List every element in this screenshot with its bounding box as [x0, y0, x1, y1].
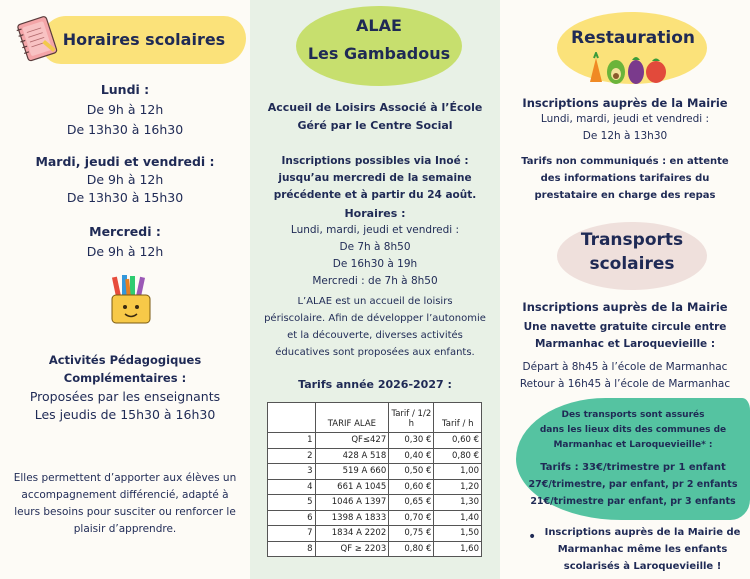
mercredi-hours: De 9h à 12h	[86, 244, 164, 259]
tarifs-row	[268, 464, 482, 480]
header-cell-half-hour: Tarif / 1/2 h	[389, 403, 434, 433]
transports-title-line-1: Transports	[580, 230, 684, 250]
row-hour-cell: 1,00	[434, 464, 482, 480]
note-2: Marmanhac même les enfants	[557, 544, 728, 555]
inscriptions-3: précédente et à partir du 24 août.	[273, 189, 477, 201]
resto-tarifs-3: prestataire en charge des repas	[534, 190, 716, 201]
row-half-hour-cell: 0,75 €	[389, 526, 434, 542]
retour-text: Retour à 16h45 à l’école de Marmanhac	[519, 378, 731, 390]
inscriptions-1: Inscriptions possibles via Inoé :	[281, 155, 469, 167]
row-hour-cell: 1,60	[434, 541, 482, 557]
row-index-cell: 3	[268, 464, 316, 480]
horaires-title: Horaires scolaires	[62, 30, 226, 49]
row-hour-cell: 1,20	[434, 479, 482, 495]
tarifs-row	[268, 479, 482, 495]
alae-desc-3: et la découverte, diverses activités	[287, 330, 463, 341]
pencil-cup-icon	[108, 275, 154, 325]
box-text-1: Des transports sont assurés	[561, 410, 705, 420]
header-cell-tarif-alae: TARIF ALAE	[315, 403, 389, 433]
lundi-hours-1: De 9h à 12h	[86, 102, 164, 117]
alae-desc-2: périscolaire. Afin de développer l’autonomie	[264, 313, 486, 324]
row-qf-cell: 428 A 518	[315, 448, 389, 464]
row-half-hour-cell: 0,65 €	[389, 495, 434, 511]
header-cell-hour: Tarif / h	[434, 403, 482, 433]
inscriptions-2: jusqu’au mercredi de la semaine	[278, 172, 472, 184]
alae-horaires-1: Lundi, mardi, jeudi et vendredi :	[290, 224, 460, 236]
alae-title-line-1: ALAE	[356, 16, 402, 35]
tarifs-row	[268, 433, 482, 449]
depart-text: Départ à 8h45 à l’école de Marmanhac	[522, 361, 728, 373]
row-hour-cell: 1,30	[434, 495, 482, 511]
mjv-hours-2: De 13h30 à 15h30	[66, 190, 184, 205]
alae-subtitle-1: Accueil de Loisirs Associé à l’École	[267, 101, 483, 114]
transports-title	[557, 228, 707, 276]
row-qf-cell: 661 A 1045	[315, 479, 389, 495]
row-half-hour-cell: 0,40 €	[389, 448, 434, 464]
alae-title-line-2: Les Gambadous	[307, 44, 451, 63]
row-qf-cell: 1834 A 2202	[315, 526, 389, 542]
row-qf-cell: 519 A 660	[315, 464, 389, 480]
mjv-label: Mardi, jeudi et vendredi :	[35, 154, 215, 169]
vegetables-icon	[584, 52, 674, 86]
apc-text-3: leurs besoins pour susciter ou renforcer le	[14, 506, 236, 518]
alae-horaires-4: Mercredi : de 7h à 8h50	[312, 275, 438, 287]
resto-tarifs-1: Tarifs non communiqués : en attente	[521, 156, 729, 167]
tarifs-row	[268, 526, 482, 542]
row-hour-cell: 1,50	[434, 526, 482, 542]
row-hour-cell: 0,80 €	[434, 448, 482, 464]
lundi-hours-2: De 13h30 à 16h30	[66, 122, 184, 137]
alae-title	[296, 12, 462, 68]
lundi-label: Lundi :	[100, 82, 150, 97]
apc-text-1: Elles permettent d’apporter aux élèves un	[13, 472, 237, 484]
tarifs-row	[268, 495, 482, 511]
tarifs-table	[267, 402, 482, 557]
mjv-hours-1: De 9h à 12h	[86, 172, 164, 187]
alae-horaires-2: De 7h à 8h50	[339, 241, 411, 253]
row-index-cell: 5	[268, 495, 316, 511]
activites-title-1: Activités Pédagogiques	[48, 353, 202, 367]
tarifs-body	[268, 433, 482, 557]
activites-text-2: Les jeudis de 15h30 à 16h30	[34, 407, 216, 422]
mercredi-label: Mercredi :	[89, 224, 161, 239]
box-tarif-2: 27€/trimestre, par enfant, pr 2 enfants	[528, 479, 738, 490]
box-tarif-3: 21€/trimestre par enfant, pr 3 enfants	[530, 496, 736, 507]
alae-horaires-label: Horaires :	[344, 207, 406, 220]
note-3: scolarisés à Laroquevieille !	[563, 561, 722, 572]
navette-1: Une navette gratuite circule entre	[523, 321, 727, 333]
tarifs-title: Tarifs année 2026-2027 :	[298, 378, 452, 391]
activites-text-1: Proposées par les enseignants	[29, 389, 221, 404]
alae-desc-4: éducatives sont proposées aux enfants.	[275, 347, 475, 358]
row-half-hour-cell: 0,60 €	[389, 479, 434, 495]
resto-tarifs-2: des informations tarifaires du	[540, 173, 710, 184]
resto-hours: De 12h à 13h30	[582, 130, 668, 142]
alae-desc-1: L’ALAE est un accueil de loisirs	[297, 296, 453, 307]
row-index-cell: 2	[268, 448, 316, 464]
row-hour-cell: 1,40	[434, 510, 482, 526]
row-half-hour-cell: 0,70 €	[389, 510, 434, 526]
row-index-cell: 4	[268, 479, 316, 495]
row-qf-cell: 1398 A 1833	[315, 510, 389, 526]
activites-title-2: Complémentaires :	[63, 371, 187, 385]
apc-text-4: plaisir d’apprendre.	[73, 523, 177, 535]
row-half-hour-cell: 0,80 €	[389, 541, 434, 557]
note-1: Inscriptions auprès de la Mairie de	[544, 527, 741, 538]
row-qf-cell: QF≤427	[315, 433, 389, 449]
transport-inscriptions: Inscriptions auprès de la Mairie	[522, 300, 728, 314]
box-text-3: Marmanhac et Laroquevieille* :	[553, 440, 713, 450]
tarifs-header-row	[268, 403, 482, 433]
resto-days: Lundi, mardi, jeudi et vendredi :	[540, 113, 710, 125]
row-hour-cell: 0,60 €	[434, 433, 482, 449]
row-index-cell: 1	[268, 433, 316, 449]
alae-horaires-3: De 16h30 à 19h	[332, 258, 418, 270]
row-index-cell: 6	[268, 510, 316, 526]
row-qf-cell: 1046 A 1397	[315, 495, 389, 511]
navette-2: Marmanhac et Laroquevieille :	[534, 338, 716, 350]
row-index-cell: 7	[268, 526, 316, 542]
row-qf-cell: QF ≥ 2203	[315, 541, 389, 557]
row-index-cell: 8	[268, 541, 316, 557]
box-tarif-1: Tarifs : 33€/trimestre pr 1 enfant	[540, 462, 726, 473]
header-cell-index	[268, 403, 316, 433]
row-half-hour-cell: 0,50 €	[389, 464, 434, 480]
alae-subtitle-2: Géré par le Centre Social	[297, 119, 453, 132]
resto-inscriptions: Inscriptions auprès de la Mairie	[522, 96, 728, 110]
restauration-title: Restauration	[570, 28, 696, 48]
tarifs-row	[268, 448, 482, 464]
apc-text-2: accompagnement différencié, adapté à	[21, 489, 229, 501]
box-text-2: dans les lieux dits des communes de	[539, 425, 727, 435]
tarifs-row	[268, 541, 482, 557]
row-half-hour-cell: 0,30 €	[389, 433, 434, 449]
transports-title-line-2: scolaires	[589, 254, 675, 274]
tarifs-row	[268, 510, 482, 526]
bullet-icon: •	[528, 529, 537, 545]
